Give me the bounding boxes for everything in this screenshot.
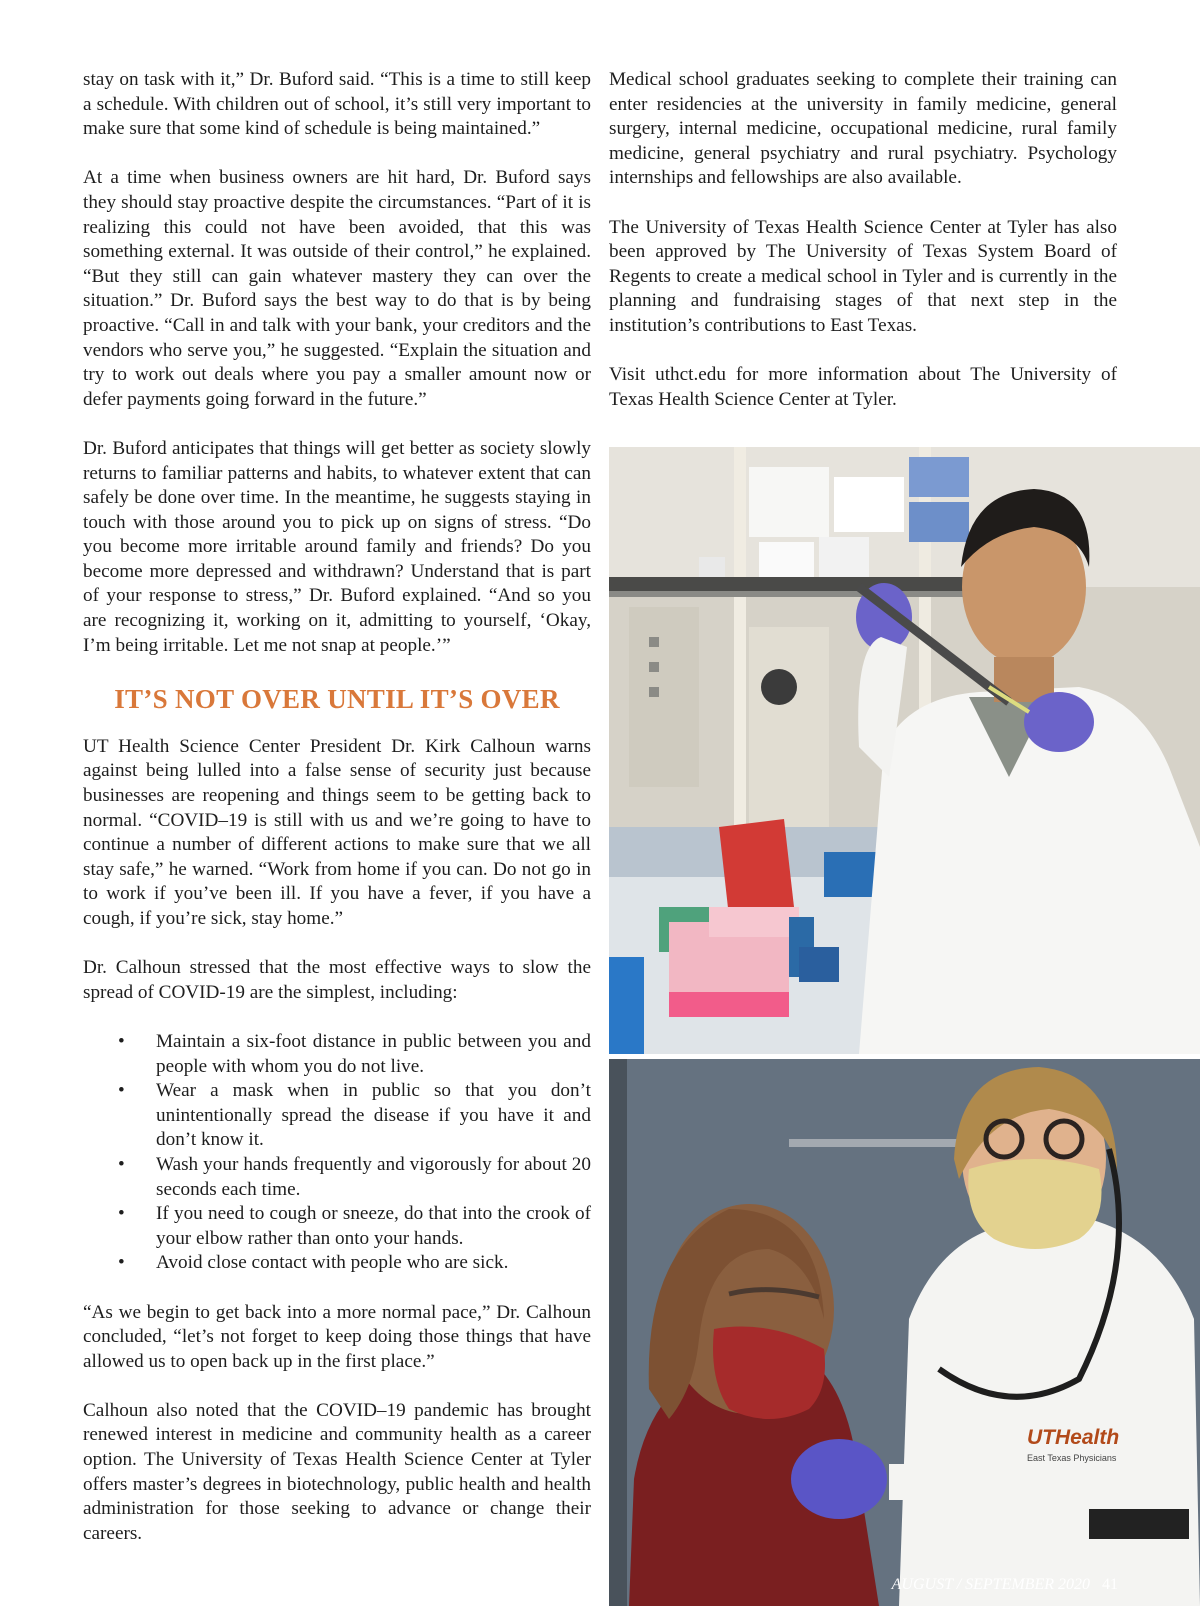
issue-date: AUGUST / SEPTEMBER 2020	[891, 1576, 1090, 1593]
list-item	[118, 1079, 591, 1153]
article-paragraph: Dr. Buford anticipates that things will get better as society slowly returns to familiar patterns and habits, to whatever extent that can safely be done over time. In the meantime, he suggests staying in touch with those around you to pick up on signs of stress. “Do you become more irritable around family and friends? Do you become more depressed and withdrawn? Understand that is part of your response to stress,” Dr. Buford explained. “And so you are recognizing it, working on it, admitting to yourself, ‘Okay, I’m being irritable. Let me not snap at people.’”	[83, 437, 591, 656]
bullet-icon: •	[118, 1203, 125, 1225]
list-item	[118, 1030, 591, 1079]
list-item	[118, 1251, 591, 1276]
article-paragraph: “As we begin to get back into a more normal pace,” Dr. Calhoun concluded, “let’s not forget to keep doing those things that have allowed us to open back up in the first place.”	[83, 1301, 591, 1372]
list-item	[118, 1153, 591, 1202]
article-paragraph: Calhoun also noted that the COVID–19 pandemic has brought renewed interest in medicine and community health as a career option. The University of Texas Health Science Center at Tyler offers master’s degrees in biotechnology, public health and health administration for those seeking to advance or change their careers.	[83, 1399, 591, 1544]
left-column	[83, 68, 591, 1571]
list-item	[118, 1202, 591, 1251]
list-item-text: Wash your hands frequently and vigorously for about 20 seconds each time.	[156, 1153, 591, 1200]
bullet-icon: •	[118, 1153, 125, 1175]
coat-subtext: East Texas Physicians	[1027, 1453, 1117, 1463]
article-paragraph: stay on task with it,” Dr. Buford said. “This is a time to still keep a schedule. With children out of school, it’s still very important to make sure that some kind of schedule is being maintained.”	[83, 69, 591, 140]
list-item-text: Wear a mask when in public so that you don’t unintentionally spread the disease if you have it and don’t know it.	[156, 1080, 591, 1151]
page-number: 41	[1102, 1576, 1118, 1593]
article-paragraph: Dr. Calhoun stressed that the most effective ways to slow the spread of COVID-19 are the simplest, including:	[83, 957, 591, 1003]
clinic-exam-photo	[609, 1059, 1200, 1606]
list-item-text: Maintain a six-foot distance in public between you and people with whom you do not live.	[156, 1030, 591, 1077]
section-heading: IT’S NOT OVER UNTIL IT’S OVER	[114, 683, 560, 714]
right-column	[609, 68, 1117, 437]
article-paragraph: UT Health Science Center President Dr. Kirk Calhoun warns against being lulled into a false sense of security just because businesses are reopening and things seem to be getting back to normal. “COVID–19 is still with us and we’re going to have to continue a number of different actions to make sure that we all stay safe,” he warned. “Work from home if you can. Do not go in to work if you’ve been ill. If you have a fever, if you have a cough, if you’re sick, stay home.”	[83, 735, 591, 929]
article-paragraph: Medical school graduates seeking to complete their training can enter residencies at the university in family medicine, general surgery, internal medicine, occupational medicine, rural family medicine, general psychiatry and rural psychiatry. Psychology internships and fellowships are also available.	[609, 69, 1117, 189]
page-footer	[892, 1576, 1118, 1594]
list-item-text: If you need to cough or sneeze, do that into the crook of your elbow rather than onto your hands.	[156, 1203, 591, 1249]
lab-researcher-photo	[609, 447, 1200, 1054]
safety-tips-list	[83, 1030, 591, 1276]
list-item-text: Avoid close contact with people who are sick.	[156, 1252, 509, 1274]
coat-logo: UTHealth	[1027, 1426, 1120, 1449]
bullet-icon: •	[118, 1252, 125, 1274]
article-paragraph: The University of Texas Health Science Center at Tyler has also been approved by The University of Texas System Board of Regents to create a medical school in Tyler and is currently in the planning and fundraising stages of that next step in the institution’s contributions to East Texas.	[609, 216, 1117, 336]
article-paragraph: At a time when business owners are hit hard, Dr. Buford says they should stay proactive despite the circumstances. “Part of it is realizing this could not have been avoided, that this was something external. It was outside of their control,” he explained. “But they still can gain whatever mastery they can over the situation.” Dr. Buford says the best way to do that is by being proactive. “Call in and talk with your bank, your creditors and the vendors who serve you,” he suggested. “Explain the situation and try to work out deals where you pay a smaller amount now or defer payments going forward in the future.”	[83, 167, 591, 410]
article-paragraph: Visit uthct.edu for more information about The University of Texas Health Science Center at Tyler.	[609, 364, 1117, 410]
bullet-icon: •	[118, 1030, 125, 1052]
bullet-icon: •	[118, 1080, 125, 1102]
